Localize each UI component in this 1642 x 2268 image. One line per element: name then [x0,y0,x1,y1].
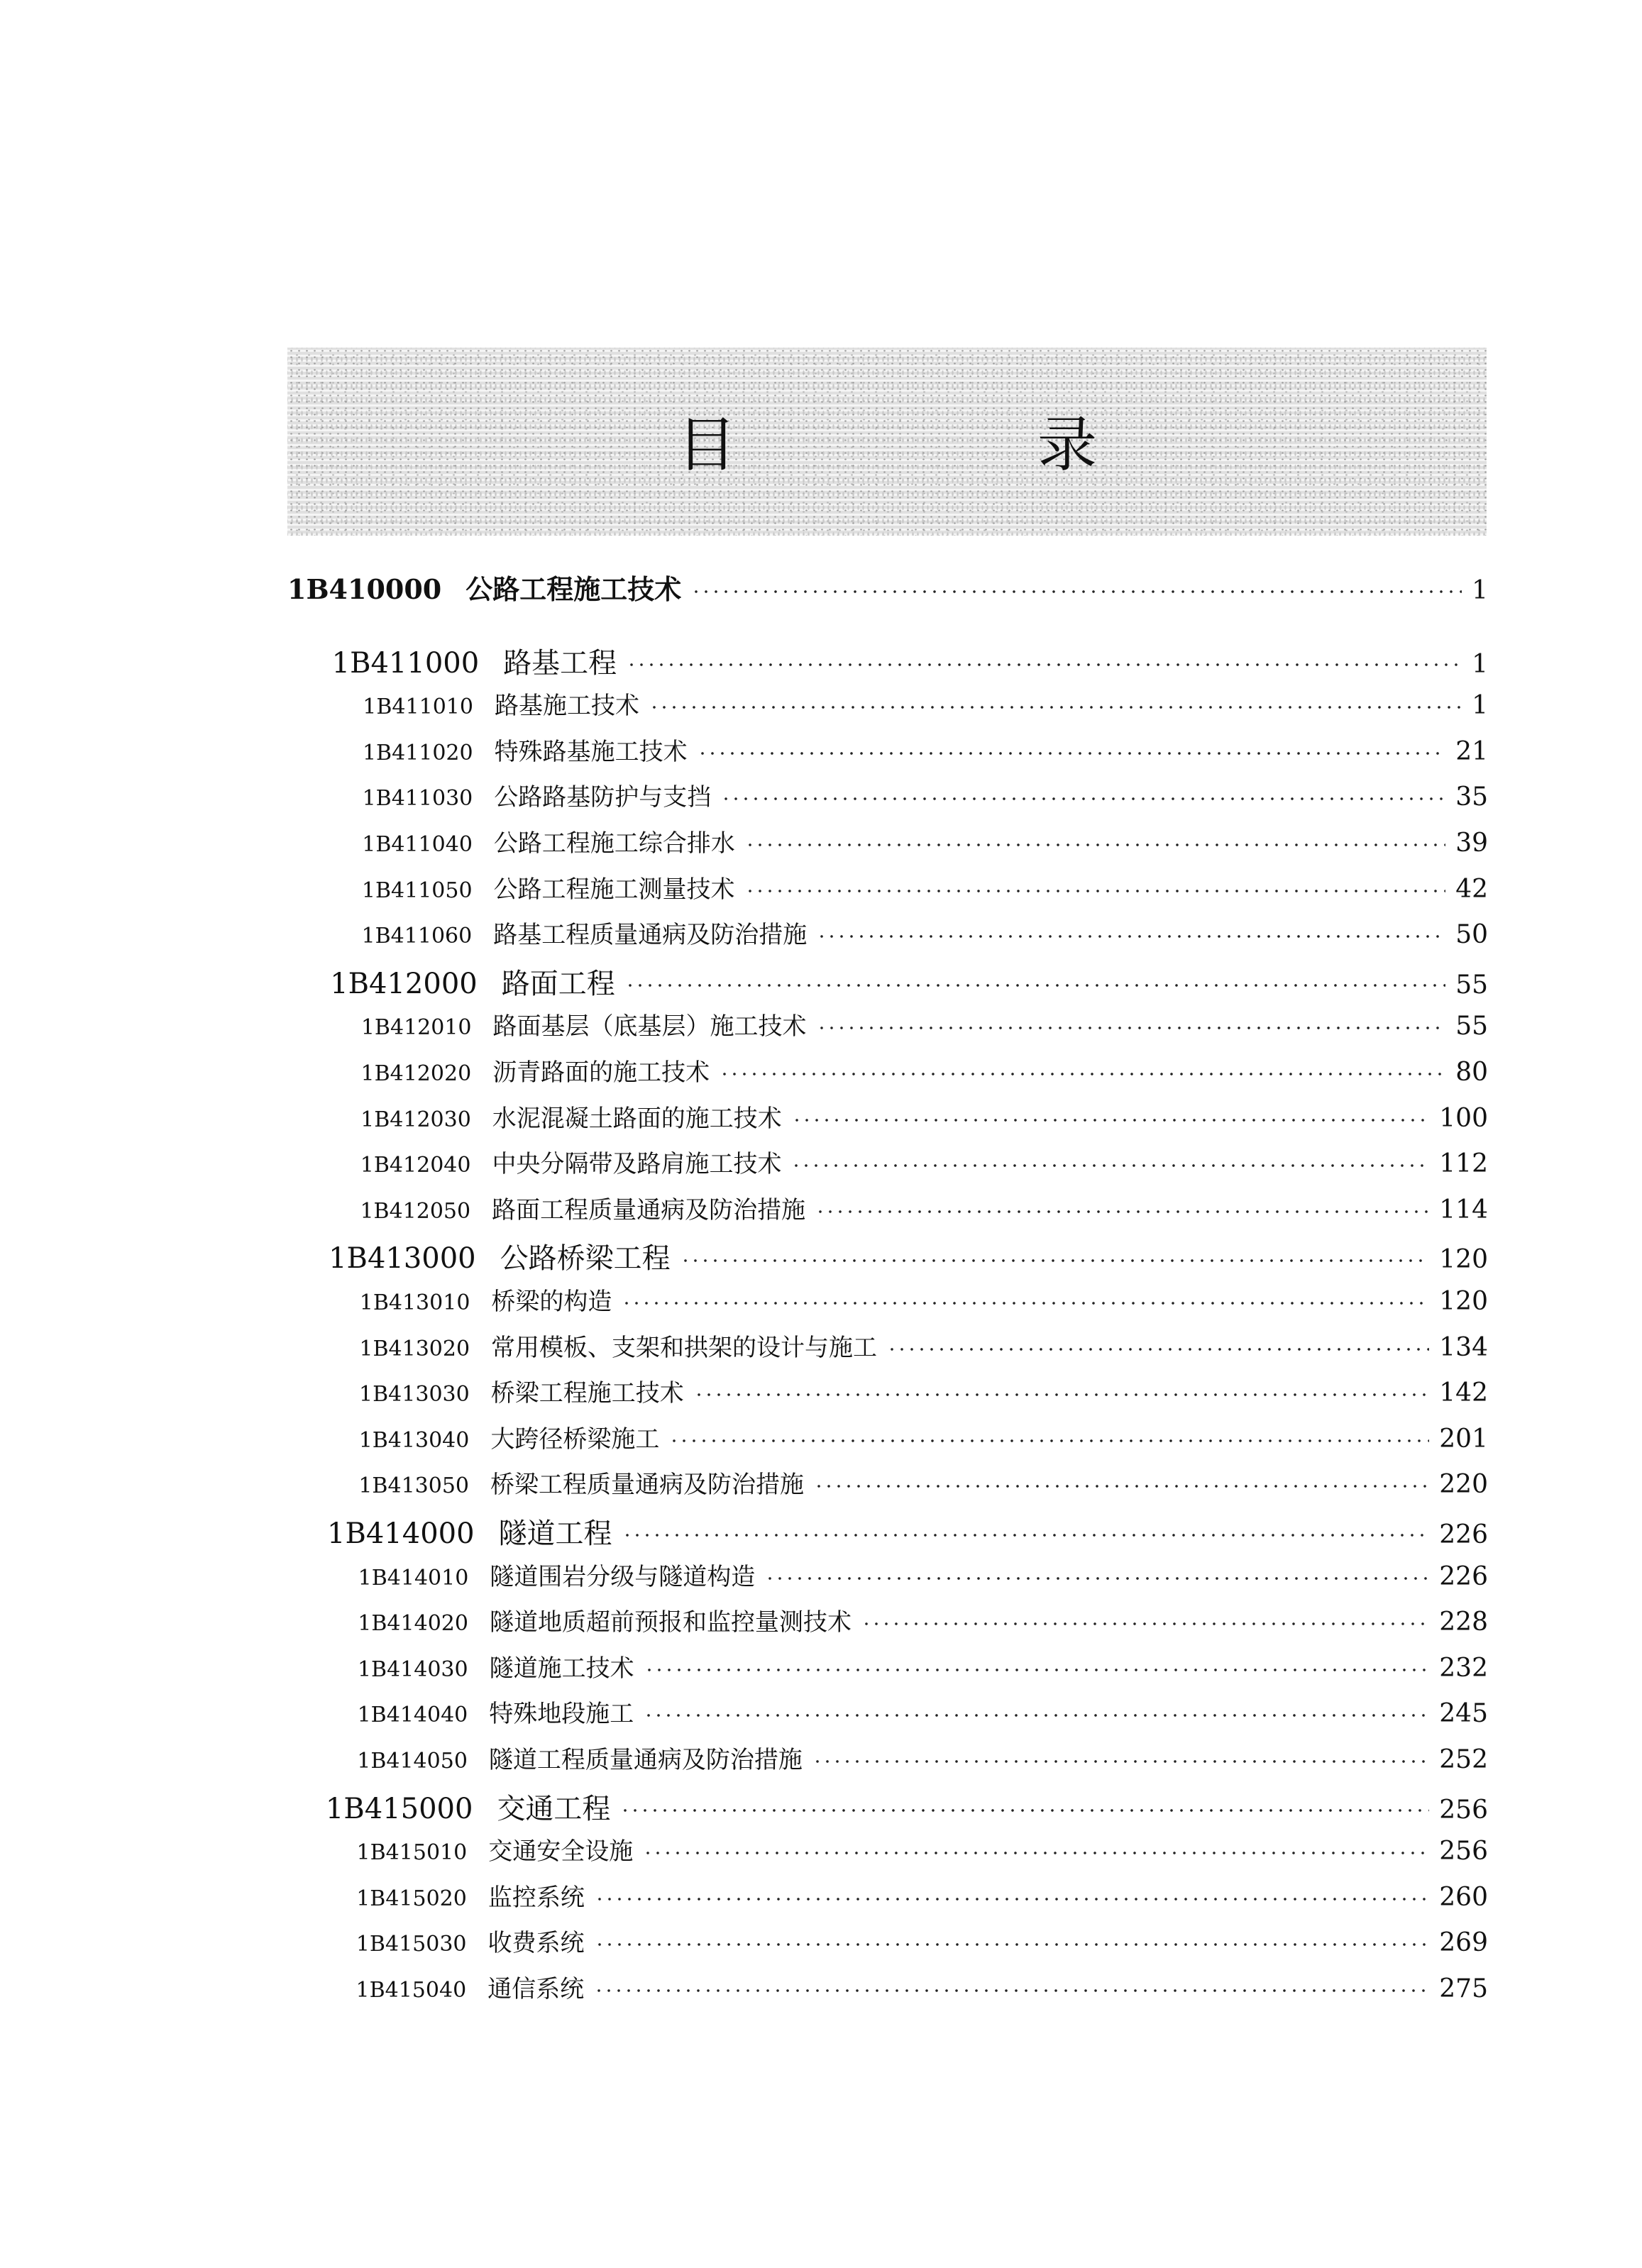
toc-section-row[interactable] [360,1190,1488,1225]
toc-chapter-row[interactable] [332,641,1488,681]
toc-label: 常用模板、支架和拱架的设计与施工 [491,1333,878,1362]
toc-code: 1B411000 [331,646,480,680]
page-title: 目 录 [676,410,1218,480]
toc-leader-dots [644,1654,1430,1676]
toc-page-number: 112 [1439,1149,1488,1179]
toc-leader-dots [625,965,1445,993]
toc-section-row[interactable] [359,1420,1488,1454]
toc-part-row[interactable] [287,568,1488,607]
toc-page-number: 35 [1455,782,1488,812]
toc-page-number: 50 [1455,920,1488,950]
toc-section-row[interactable] [363,686,1488,721]
toc-section-row[interactable] [357,1832,1488,1866]
toc-page-number: 220 [1439,1470,1488,1500]
toc-section-row[interactable] [362,915,1488,950]
toc-section-row[interactable] [358,1694,1488,1729]
toc-code: 1B415000 [325,1792,473,1825]
toc-code: 1B412040 [360,1153,471,1178]
toc-section-row[interactable] [361,1053,1489,1088]
toc-leader-dots [698,737,1446,760]
toc-label: 公路工程施工综合排水 [493,829,735,858]
toc-leader-dots [721,782,1445,805]
toc-label: 公路工程施工技术 [465,574,682,605]
toc-label: 大跨径桥梁施工 [490,1425,660,1454]
toc-section-row[interactable] [362,870,1488,905]
toc-code: 1B413020 [359,1336,470,1361]
toc-page-number: 1 [1472,691,1488,721]
toc-page-number: 226 [1439,1520,1488,1549]
toc-label: 桥梁的构造 [491,1288,612,1316]
toc-label: 公路工程施工测量技术 [493,875,735,904]
toc-page-number: 228 [1439,1608,1488,1637]
toc-leader-dots [745,829,1445,851]
toc-code: 1B411040 [362,832,473,857]
toc-code: 1B412000 [330,967,478,1000]
toc-label: 隧道地质超前预报和监控量测技术 [489,1608,852,1637]
toc-label: 隧道工程质量通病及防治措施 [488,1746,803,1774]
toc-code: 1B413010 [359,1290,470,1315]
toc-code: 1B412010 [360,1015,472,1041]
toc-code: 1B413050 [358,1473,469,1499]
toc-leader-dots [595,1883,1429,1905]
toc-leader-dots [649,691,1462,714]
toc-section-row[interactable] [360,1099,1488,1134]
toc-label: 路面工程 [501,967,615,1000]
toc-code: 1B415020 [356,1886,467,1911]
toc-section-row[interactable] [358,1603,1488,1637]
toc-leader-dots [644,1699,1429,1722]
toc-code: 1B414040 [357,1703,468,1728]
toc-leader-dots [861,1608,1429,1630]
toc-page-number: 256 [1439,1795,1488,1825]
toc-leader-dots [815,1195,1429,1218]
toc-label: 公路路基防护与支挡 [494,783,712,812]
toc-page-number: 252 [1439,1745,1488,1774]
toc-leader-dots [595,1928,1430,1951]
toc-label: 路基工程质量通病及防治措施 [493,921,808,950]
toc-leader-dots [691,572,1462,599]
toc-section-row[interactable] [356,1878,1488,1913]
toc-page-number: 42 [1455,874,1488,904]
toc-page-number: 1 [1472,576,1488,605]
toc-leader-dots [627,644,1462,673]
toc-label: 沥青路面的施工技术 [492,1058,710,1087]
toc-leader-dots [622,1515,1430,1543]
toc-label: 路基施工技术 [494,692,639,721]
toc-label: 隧道围岩分级与隧道构造 [490,1562,756,1591]
toc-chapter-row[interactable] [326,1786,1488,1827]
toc-page-number: 256 [1439,1837,1488,1866]
toc-label: 路基工程 [503,646,617,680]
toc-chapter-row[interactable] [330,961,1488,1002]
toc-chapter-row[interactable] [329,1236,1488,1276]
toc-leader-dots [791,1149,1429,1172]
toc-label: 监控系统 [487,1883,585,1912]
toc-leader-dots [817,1012,1446,1034]
toc-section-row[interactable] [358,1465,1488,1500]
toc-section-row[interactable] [362,824,1488,858]
toc-page-number: 245 [1439,1699,1488,1729]
toc-label: 交通工程 [497,1792,611,1825]
toc-code: 1B414020 [358,1611,468,1637]
toc-page-number: 232 [1439,1653,1488,1683]
toc-page-number: 80 [1455,1058,1488,1087]
toc-code: 1B414010 [358,1565,469,1591]
toc-label: 公路桥梁工程 [500,1242,671,1276]
toc-code: 1B412020 [360,1061,472,1086]
toc-code: 1B415030 [356,1932,467,1957]
toc-leader-dots [887,1333,1429,1356]
toc-code: 1B414050 [357,1749,468,1774]
toc-page-number: 275 [1439,1974,1488,2003]
toc-section-row[interactable] [358,1557,1488,1592]
toc-code: 1B411050 [361,878,473,903]
toc-code: 1B413040 [358,1427,470,1453]
toc-label: 桥梁工程施工技术 [490,1379,684,1408]
toc-section-row[interactable] [363,732,1488,767]
toc-section-row[interactable] [359,1373,1488,1408]
toc-code: 1B415010 [356,1840,468,1866]
toc-label: 收费系统 [487,1929,585,1958]
toc-leader-dots [765,1562,1429,1585]
toc-label: 交通安全设施 [488,1837,634,1866]
toc-leader-dots [643,1837,1429,1859]
toc-section-row[interactable] [359,1328,1488,1363]
toc-code: 1B410000 [287,573,442,605]
toc-section-row[interactable] [358,1649,1488,1683]
toc-code: 1B412050 [360,1198,471,1224]
toc-section-row[interactable] [356,1969,1489,2004]
toc-section-row[interactable] [361,1007,1488,1041]
toc-section-row[interactable] [357,1740,1488,1775]
toc-label: 特殊地段施工 [489,1700,634,1729]
toc-page-number: 114 [1439,1195,1488,1224]
toc-section-row[interactable] [363,778,1488,812]
toc-section-row[interactable] [360,1282,1488,1317]
toc-page-number: 1 [1472,649,1488,679]
toc-section-row[interactable] [360,1144,1488,1179]
toc-leader-dots [812,1745,1429,1768]
toc-label: 路面工程质量通病及防治措施 [492,1195,806,1224]
toc-label: 通信系统 [487,1975,585,2003]
toc-label: 水泥混凝土路面的施工技术 [492,1104,782,1133]
toc-leader-dots [720,1058,1445,1080]
toc-code: 1B415040 [356,1978,467,2003]
toc-label: 中央分隔带及路肩施工技术 [492,1150,782,1179]
toc-leader-dots [594,1974,1429,1997]
toc-leader-dots [622,1287,1429,1310]
toc-leader-dots [681,1239,1430,1268]
toc-page-number: 269 [1439,1928,1488,1958]
toc-page-number: 55 [1455,970,1488,1000]
toc-leader-dots [817,920,1445,943]
toc-code: 1B411010 [363,695,473,720]
toc-label: 隧道施工技术 [489,1654,634,1683]
toc-code: 1B412030 [360,1107,471,1132]
toc-code: 1B411020 [362,740,473,765]
toc-page-number: 226 [1439,1561,1488,1591]
toc-code: 1B414030 [357,1656,468,1682]
toc-code: 1B413000 [329,1242,476,1276]
toc-label: 路面基层（底基层）施工技术 [492,1012,807,1041]
toc-page-number: 39 [1455,829,1488,858]
toc-leader-dots [669,1425,1429,1447]
toc-label: 隧道工程 [498,1517,612,1550]
toc-section-row[interactable] [356,1923,1488,1958]
toc-page-number: 21 [1455,736,1488,766]
toc-page-number: 100 [1439,1103,1488,1133]
toc-label: 特殊路基施工技术 [494,737,688,766]
toc-page-number: 201 [1439,1424,1488,1454]
toc-page-number: 260 [1439,1882,1488,1912]
toc-leader-dots [814,1470,1429,1493]
toc-page-number: 142 [1439,1378,1488,1408]
toc-chapter-row[interactable] [327,1511,1488,1551]
toc-leader-dots [620,1790,1429,1818]
toc-page-number: 120 [1439,1287,1488,1316]
toc-code: 1B411060 [361,924,473,949]
toc-page-number: 134 [1439,1332,1488,1362]
toc-page-number: 55 [1455,1012,1488,1041]
toc-page-number: 120 [1439,1245,1488,1275]
toc-leader-dots [792,1104,1429,1127]
toc-leader-dots [694,1378,1430,1401]
toc-label: 桥梁工程质量通病及防治措施 [490,1471,804,1500]
toc-leader-dots [745,875,1446,897]
toc-code: 1B414000 [327,1517,475,1550]
toc-code: 1B411030 [362,786,473,812]
toc-code: 1B413030 [359,1382,470,1407]
